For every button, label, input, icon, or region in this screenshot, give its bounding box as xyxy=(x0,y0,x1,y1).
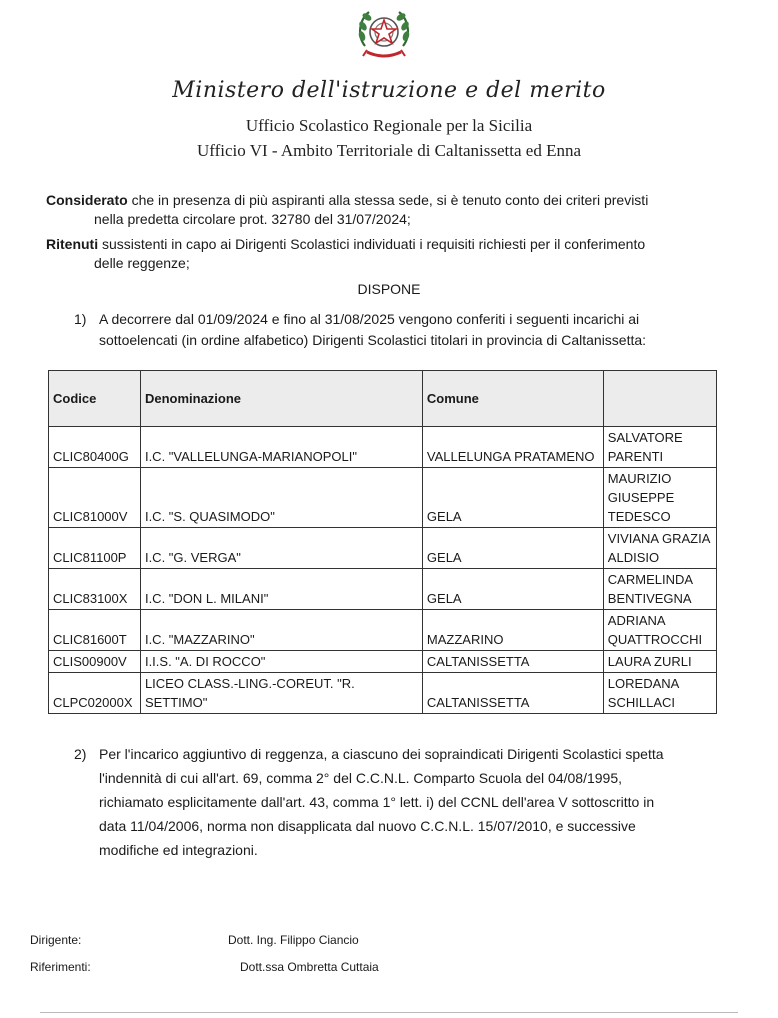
italian-republic-emblem-icon xyxy=(353,6,415,62)
cell-name: I.C. "S. QUASIMODO" xyxy=(140,468,422,528)
table-row xyxy=(49,528,717,569)
riferimenti-name: Dott.ssa Ombretta Cuttaia xyxy=(240,960,379,974)
person-line: TEDESCO xyxy=(607,509,671,524)
riferimenti-label: Riferimenti: xyxy=(30,960,91,974)
cell-person xyxy=(603,427,716,468)
cell-name: LICEO CLASS.-LING.-COREUT. "R. SETTIMO" xyxy=(140,673,422,714)
person-line: GIUSEPPE xyxy=(607,490,675,505)
cell-code: CLIC81000V xyxy=(49,468,141,528)
header-dirigente xyxy=(603,371,716,427)
person-line: PARENTI xyxy=(607,449,664,464)
table-row xyxy=(49,651,717,673)
cell-name: I.C. "DON L. MILANI" xyxy=(140,569,422,610)
table-header-row xyxy=(49,371,717,427)
ritenuti-text-1: sussistenti in capo ai Dirigenti Scolastici individuati i requisiti richiesti per il conferimento xyxy=(98,236,646,252)
item-2-line: l'indennità di cui all'art. 69, comma 2° del C.C.N.L. Comparto Scuola del 04/08/1995, xyxy=(99,770,623,786)
item-1-number: 1) xyxy=(74,311,87,327)
item-2-line: Per l'incarico aggiuntivo di reggenza, a ciascuno dei sopraindicati Dirigenti Scolastici spetta xyxy=(99,746,664,762)
item-1-line-1: A decorrere dal 01/09/2024 e fino al 31/08/2025 vengono conferiti i seguenti incarichi ai xyxy=(99,311,640,327)
header-denominazione: Denominazione xyxy=(140,371,422,427)
dirigente-label: Dirigente: xyxy=(30,933,82,947)
cell-code: CLIC83100X xyxy=(49,569,141,610)
cell-code: CLPC02000X xyxy=(49,673,141,714)
disposition-item-2 xyxy=(74,742,724,862)
considerato-text-1: che in presenza di più aspiranti alla stessa sede, si è tenuto conto dei criteri previsti xyxy=(127,192,649,208)
item-2-number: 2) xyxy=(74,746,87,762)
regional-office: Ufficio Scolastico Regionale per la Sicilia xyxy=(245,116,533,135)
cell-town: CALTANISSETTA xyxy=(422,651,603,673)
person-line: VIVIANA GRAZIA xyxy=(607,531,711,546)
cell-person xyxy=(603,468,716,528)
cell-person xyxy=(603,651,716,673)
ritenuti-paragraph xyxy=(46,235,736,273)
person-line: ALDISIO xyxy=(607,550,660,565)
cell-town: VALLELUNGA PRATAMENO xyxy=(422,427,603,468)
table-row xyxy=(49,610,717,651)
person-line: LAURA ZURLI xyxy=(607,654,692,669)
territorial-office: Ufficio VI - Ambito Territoriale di Caltanissetta ed Enna xyxy=(196,141,582,160)
cell-town: GELA xyxy=(422,528,603,569)
item-2-line: modifiche ed integrazioni. xyxy=(99,842,258,858)
person-line: LOREDANA xyxy=(607,676,680,691)
footer-divider xyxy=(40,1012,738,1013)
cell-town: GELA xyxy=(422,468,603,528)
cell-person xyxy=(603,673,716,714)
item-2-line: data 11/04/2006, norma non disapplicata dal nuovo C.C.N.L. 15/07/2010, e successive xyxy=(99,818,636,834)
cell-code: CLIC81600T xyxy=(49,610,141,651)
item-2-line: richiamato esplicitamente dall'art. 43, comma 1° lett. i) del CCNL dell'area V sottoscritto in xyxy=(99,794,655,810)
table-row xyxy=(49,569,717,610)
person-line: MAURIZIO xyxy=(607,471,672,486)
person-line: ADRIANA xyxy=(607,613,666,628)
dirigente-name: Dott. Ing. Filippo Ciancio xyxy=(228,933,359,947)
considerato-paragraph xyxy=(46,191,736,229)
considerato-text-2: nella predetta circolare prot. 32780 del 31/07/2024; xyxy=(94,211,411,227)
table-row xyxy=(49,468,717,528)
item-1-line-2: sottoelencati (in ordine alfabetico) Dirigenti Scolastici titolari in provincia di Caltanissetta: xyxy=(99,332,647,348)
cell-name: I.C. "VALLELUNGA-MARIANOPOLI" xyxy=(140,427,422,468)
person-line: CARMELINDA xyxy=(607,572,694,587)
cell-code: CLIC81100P xyxy=(49,528,141,569)
cell-person xyxy=(603,569,716,610)
cell-name: I.C. "MAZZARINO" xyxy=(140,610,422,651)
cell-code: CLIC80400G xyxy=(49,427,141,468)
cell-code: CLIS00900V xyxy=(49,651,141,673)
considerato-label: Considerato xyxy=(46,192,128,208)
cell-name: I.I.S. "A. DI ROCCO" xyxy=(140,651,422,673)
dispone-heading: DISPONE xyxy=(357,281,421,297)
ministry-title: Ministero dell'istruzione e del merito xyxy=(172,78,606,103)
person-line: SALVATORE xyxy=(607,430,683,445)
ritenuti-label: Ritenuti xyxy=(46,236,99,252)
cell-name: I.C. "G. VERGA" xyxy=(140,528,422,569)
regency-table xyxy=(48,370,717,714)
table-row xyxy=(49,673,717,714)
ritenuti-text-2: delle reggenze; xyxy=(94,255,190,271)
cell-town: CALTANISSETTA xyxy=(422,673,603,714)
table-row xyxy=(49,427,717,468)
cell-town: MAZZARINO xyxy=(422,610,603,651)
cell-town: GELA xyxy=(422,569,603,610)
disposition-item-1 xyxy=(74,309,724,351)
person-line: QUATTROCCHI xyxy=(607,632,703,647)
header-codice: Codice xyxy=(49,371,141,427)
cell-person xyxy=(603,610,716,651)
header-comune: Comune xyxy=(422,371,603,427)
cell-person xyxy=(603,528,716,569)
person-line: BENTIVEGNA xyxy=(607,591,692,606)
person-line: SCHILLACI xyxy=(607,695,675,710)
